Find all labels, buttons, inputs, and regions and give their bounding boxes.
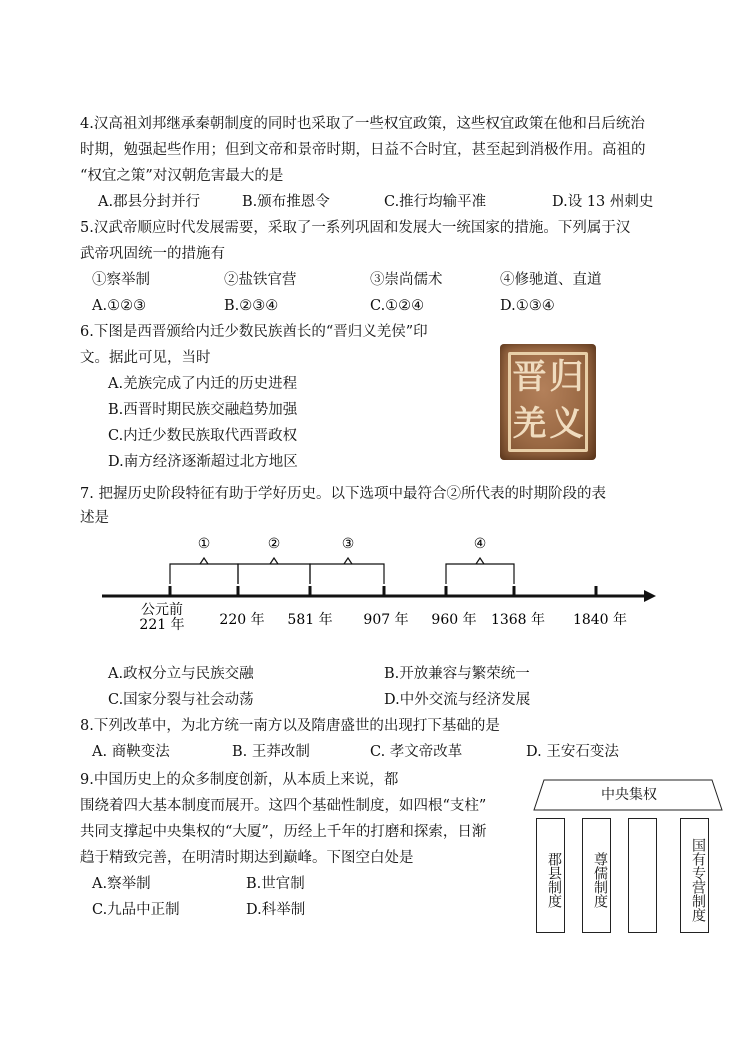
tick-label: 907 年 xyxy=(363,612,409,628)
q5-item-4: ④修驰道、直道 xyxy=(500,272,602,288)
bracket-label-3: ③ xyxy=(341,536,355,552)
tick-label: 220 年 xyxy=(219,612,265,628)
q6-option-b[interactable]: B.西晋时期民族交融趋势加强 xyxy=(108,402,298,418)
q8-option-a[interactable]: A. 商鞅变法 xyxy=(92,744,170,760)
q9-option-d[interactable]: D.科举制 xyxy=(246,902,306,918)
seal-char: 义 xyxy=(549,404,584,444)
timeline-arrow xyxy=(644,590,656,602)
bracket-2 xyxy=(238,564,310,584)
bracket-4 xyxy=(446,564,514,584)
q4-stem-line3: “权宜之策”对汉朝危害最大的是 xyxy=(80,168,284,184)
q8-stem-line1: 8.下列改革中，为北方统一南方以及隋唐盛世的出现打下基础的是 xyxy=(80,718,500,734)
bracket-3 xyxy=(310,564,384,584)
q4-stem-line1: 4.汉高祖刘邦继承秦朝制度的同时也采取了一些权宜政策，这些权宜政策在他和吕后统治 xyxy=(80,116,645,132)
q9-option-a[interactable]: A.察举制 xyxy=(92,876,151,892)
q7-stem-line1: 7. 把握历史阶段特征有助于学好历史。以下选项中最符合②所代表的时期阶段的表 xyxy=(80,486,606,502)
q5-item-1: ①察举制 xyxy=(92,272,150,288)
tick-label: 1368 年 xyxy=(490,612,546,628)
q4-option-c[interactable]: C.推行均输平准 xyxy=(384,194,487,210)
bracket-1 xyxy=(170,564,238,584)
pillar-1: 郡县制度 xyxy=(536,818,565,933)
bracket-label-1: ① xyxy=(197,536,211,552)
bracket-4-peak xyxy=(476,558,484,564)
q9-option-b[interactable]: B.世官制 xyxy=(246,876,305,892)
bracket-1-peak xyxy=(200,558,208,564)
q8-option-d[interactable]: D. 王安石变法 xyxy=(526,744,619,760)
q5-option-d[interactable]: D.①③④ xyxy=(500,298,555,314)
seal-image xyxy=(500,344,596,460)
tick-label: 1840 年 xyxy=(572,612,628,628)
q5-option-c[interactable]: C.①②④ xyxy=(370,298,425,314)
q9-stem-line1: 9.中国历史上的众多制度创新，从本质上来说，都 xyxy=(80,772,399,788)
q6-stem-line1: 6.下图是西晋颁给内迁少数民族酋长的“晋归义羌侯”印 xyxy=(80,324,428,340)
q6-option-c[interactable]: C.内迁少数民族取代西晋政权 xyxy=(108,428,298,444)
bracket-2-peak xyxy=(270,558,278,564)
q4-option-d[interactable]: D.设 13 州刺史 xyxy=(552,194,654,210)
q9-stem-line3: 共同支撑起中央集权的“大厦”，历经上千年的打磨和探索，日渐 xyxy=(80,824,487,840)
q5-option-a[interactable]: A.①②③ xyxy=(92,298,147,314)
q7-option-b[interactable]: B.开放兼容与繁荣统一 xyxy=(384,666,530,682)
q7-option-a[interactable]: A.政权分立与民族交融 xyxy=(108,666,254,682)
q8-option-b[interactable]: B. 王莽改制 xyxy=(232,744,310,760)
tick-label: 960 年 xyxy=(431,612,477,628)
seal-char: 羌 xyxy=(512,404,547,444)
q4-option-a[interactable]: A.郡县分封并行 xyxy=(98,194,201,210)
q5-option-b[interactable]: B.②③④ xyxy=(224,298,279,314)
q5-stem-line2: 武帝巩固统一的措施有 xyxy=(80,246,225,262)
q4-option-b[interactable]: B.颁布推恩令 xyxy=(242,194,330,210)
roof-label: 中央集权 xyxy=(601,787,657,803)
q7-option-c[interactable]: C.国家分裂与社会动荡 xyxy=(108,692,254,708)
q9-stem-line4: 趋于精致完善，在明清时期达到巅峰。下图空白处是 xyxy=(80,850,414,866)
tick-label: 581 年 xyxy=(287,612,333,628)
seal-char: 归 xyxy=(549,357,584,397)
q8-option-c[interactable]: C. 孝文帝改革 xyxy=(370,744,463,760)
seal-char: 晋 xyxy=(512,357,547,397)
q5-item-3: ③崇尚儒术 xyxy=(370,272,443,288)
bracket-3-peak xyxy=(344,558,352,564)
q7-option-d[interactable]: D.中外交流与经济发展 xyxy=(384,692,531,708)
q7-stem-line2: 述是 xyxy=(80,510,109,526)
q5-stem-line1: 5.汉武帝顺应时代发展需要，采取了一系列巩固和发展大一统国家的措施。下列属于汉 xyxy=(80,220,631,236)
q6-option-a[interactable]: A.羌族完成了内迁的历史进程 xyxy=(108,376,298,392)
pillar-2: 尊儒制度 xyxy=(582,818,611,933)
pillar-4: 国有专营制度 xyxy=(680,818,709,933)
bracket-label-4: ④ xyxy=(473,536,487,552)
q4-stem-line2: 时期，勉强起些作用；但到文帝和景帝时期，日益不合时宜，甚至起到消极作用。高祖的 xyxy=(80,142,646,158)
bracket-label-2: ② xyxy=(267,536,281,552)
pillar-blank[interactable] xyxy=(628,818,657,933)
q9-option-c[interactable]: C.九品中正制 xyxy=(92,902,180,918)
q6-stem-line2: 文。据此可见，当时 xyxy=(80,350,211,366)
timeline-diagram xyxy=(96,528,666,638)
seal-inscription xyxy=(508,352,588,452)
q6-option-d[interactable]: D.南方经济逐渐超过北方地区 xyxy=(108,454,298,470)
q9-stem-line2: 围绕着四大基本制度而展开。这四个基础性制度，如四根“支柱” xyxy=(80,798,487,814)
tick-label: 公元前 xyxy=(141,602,183,618)
tick-label: 221 年 xyxy=(139,617,185,633)
q5-item-2: ②盐铁官营 xyxy=(224,272,297,288)
